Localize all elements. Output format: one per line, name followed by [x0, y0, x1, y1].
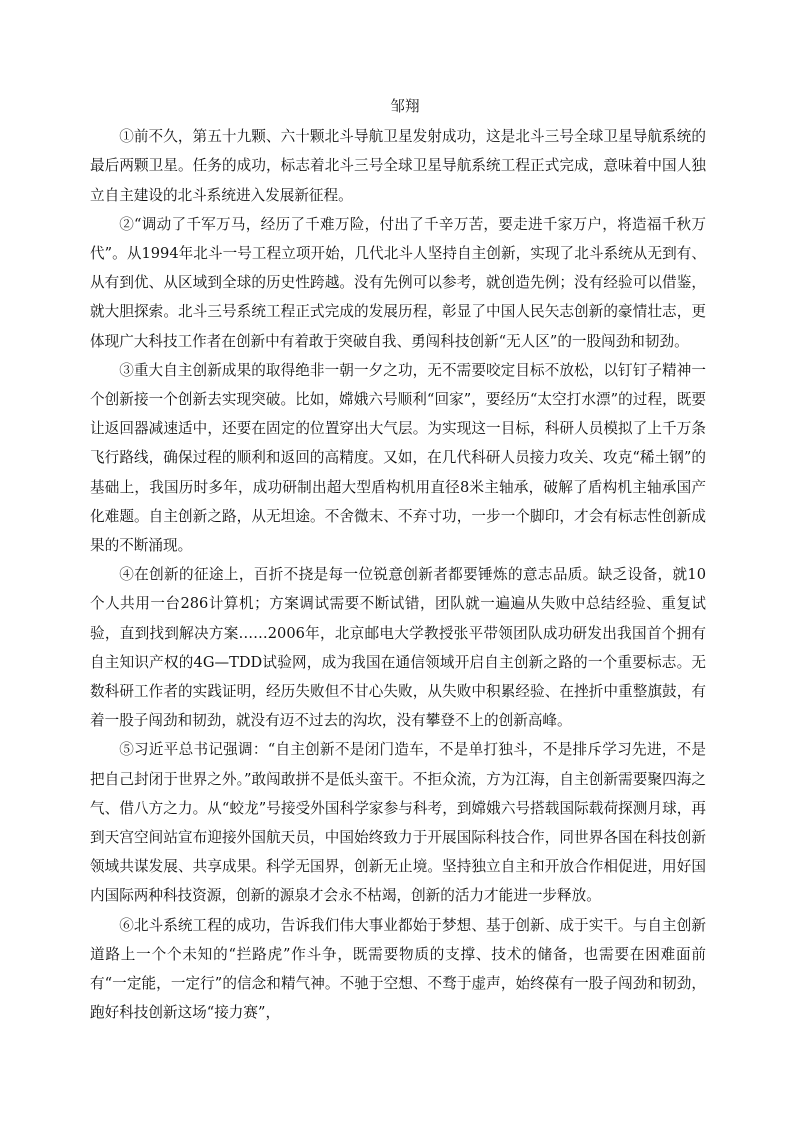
paragraph-4: ④在创新的征途上，百折不挠是每一位锐意创新者都要锤炼的意志品质。缺乏设备，就10个人共用一台286计算机；方案调试需要不断试错，团队就一遍遍从失败中总结经验、重复试验，直到找到解决方案……2006年，北京邮电大学教授张平带领团队成功研发出我国首个拥有自主知识产权的4G—TDD试验网，成为我国在通信领域开启自主创新之路的一个重要标志。无数科研工作者的实践证明，经历失败但不甘心失败，从失败中积累经验、在挫折中重整旗鼓，有着一股子闯劲和韧劲，就没有迈不过去的沟坎，没有攀登不上的创新高峰。	[90, 566, 706, 730]
author-name: 邹翔	[390, 98, 420, 115]
paragraph-1: ①前不久，第五十九颗、六十颗北斗导航卫星发射成功，这是北斗三号全球卫星导航系统的最后两颗卫星。任务的成功，标志着北斗三号全球卫星导航系统工程正式完成，意味着中国人独立自主建设的北斗系统进入发展新征程。	[90, 128, 706, 204]
article-body	[90, 92, 706, 1028]
paragraph-6: ⑥北斗系统工程的成功，告诉我们伟大事业都始于梦想、基于创新、成于实干。与自主创新道路上一个个未知的“拦路虎”作斗争，既需要物质的支撑、技术的储备，也需要在困难面前有“一定能，一定行”的信念和精气神。不驰于空想、不骛于虚声，始终葆有一股子闯劲和韧劲，跑好科技创新这场“接力赛”，	[90, 916, 706, 1022]
paragraph-2: ②“调动了千军万马，经历了千难万险，付出了千辛万苦，要走进千家万户，将造福千秋万代”。从1994年北斗一号工程立项开始，几代北斗人坚持自主创新，实现了北斗系统从无到有、从有到优、从区域到全球的历史性跨越。没有先例可以参考，就创造先例；没有经验可以借鉴，就大胆探索。北斗三号系统工程正式完成的发展历程，彰显了中国人民矢志创新的豪情壮志，更体现广大科技工作者在创新中有着敢于突破自我、勇闯科技创新“无人区”的一股闯劲和韧劲。	[90, 215, 706, 350]
paragraph-3: ③重大自主创新成果的取得绝非一朝一夕之功，无不需要咬定目标不放松，以钉钉子精神一个创新接一个创新去实现突破。比如，嫦娥六号顺利“回家”，要经历“太空打水漂”的过程，既要让返回器减速适中，还要在固定的位置穿出大气层。为实现这一目标，科研人员模拟了上千万条飞行路线，确保过程的顺利和返回的高精度。又如，在几代科研人员接力攻关、攻克“稀土钢”的基础上，我国历时多年，成功研制出超大型盾构机用直径8米主轴承，破解了盾构机主轴承国产化难题。自主创新之路，从无坦途。不舍微末、不弃寸功，一步一个脚印，才会有标志性创新成果的不断涌现。	[90, 361, 706, 555]
paragraph-5: ⑤习近平总书记强调：“自主创新不是闭门造车，不是单打独斗，不是排斥学习先进，不是把自己封闭于世界之外。”敢闯敢拼不是低头蛮干。不拒众流，方为江海，自主创新需要聚四海之气、借八方之力。从“蛟龙”号接受外国科学家参与科考，到嫦娥六号搭载国际载荷探测月球，再到天宫空间站宣布迎接外国航天员，中国始终致力于开展国际科技合作，同世界各国在科技创新领域共谋发展、共享成果。科学无国界，创新无止境。坚持独立自主和开放合作相促进，用好国内国际两种科技资源，创新的源泉才会永不枯竭，创新的活力才能进一步释放。	[90, 741, 706, 905]
